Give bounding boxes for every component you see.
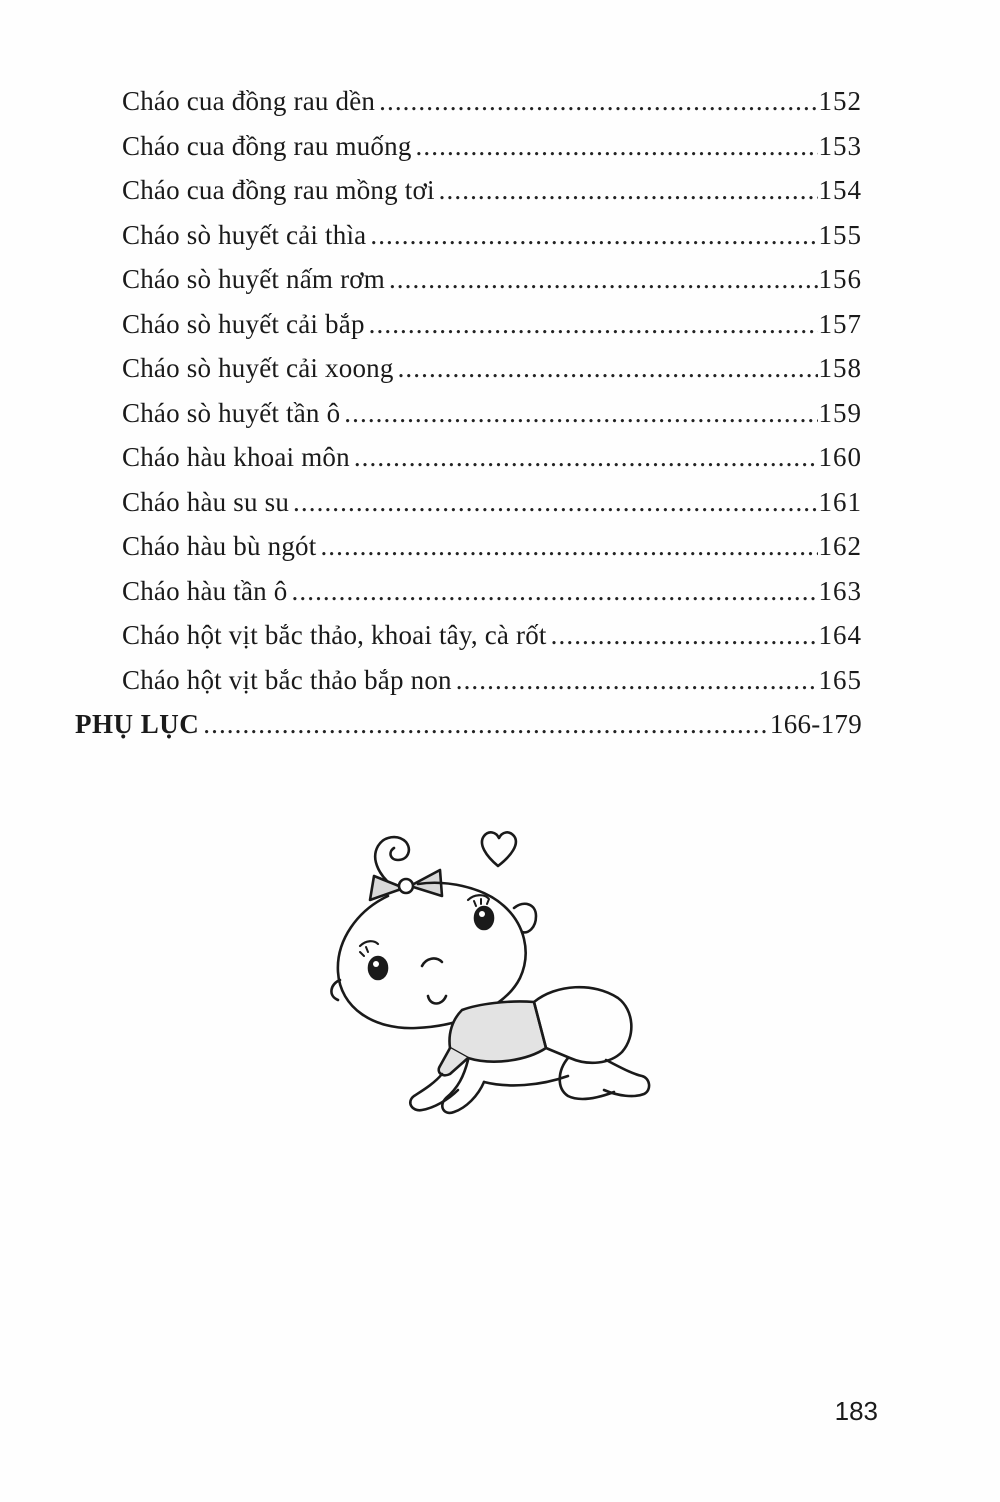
toc-entry	[122, 487, 862, 532]
toc-entry-page: 158	[818, 353, 862, 383]
shirt	[450, 1001, 547, 1061]
toc-entry	[122, 86, 862, 131]
toc-entry-title: Cháo hàu tần ô	[122, 575, 288, 606]
toc-entry-page: 165	[818, 664, 862, 695]
dot-leader	[398, 353, 818, 384]
eye-right	[475, 907, 493, 929]
toc-entry-page: 152	[818, 86, 862, 116]
toc-entry-title: Cháo hàu su su	[122, 486, 290, 517]
toc-entry	[122, 665, 862, 710]
dot-leader	[389, 264, 818, 295]
toc-entry-title: Cháo cua đồng rau muống	[122, 130, 412, 161]
toc-entry	[122, 531, 862, 576]
toc-entry-title: Cháo cua đồng rau dền	[122, 86, 376, 116]
diaper	[534, 987, 631, 1063]
toc-entry-page: 155	[818, 219, 862, 250]
dot-leader	[369, 309, 818, 340]
table-of-contents	[75, 86, 862, 754]
toc-entry-page: 159	[818, 397, 862, 428]
toc-entry-page: 156	[818, 264, 862, 294]
toc-entry-title: Cháo hột vịt bắc thảo, khoai tây, cà rốt	[122, 620, 547, 650]
toc-entry	[122, 620, 862, 665]
dot-leader	[439, 175, 818, 206]
dot-leader	[370, 220, 817, 251]
dot-leader	[456, 665, 818, 696]
page-number: 183	[834, 1396, 878, 1426]
toc-entry-page: 164	[818, 620, 862, 650]
toc-entry-title: Cháo sò huyết nấm rơm	[122, 264, 385, 294]
toc-entry-page: 160	[818, 442, 862, 472]
toc-entry-title: Cháo hột vịt bắc thảo bắp non	[122, 664, 452, 695]
heart-icon	[482, 832, 516, 866]
toc-entry	[122, 398, 862, 443]
dot-leader	[293, 487, 817, 518]
dot-leader	[203, 709, 769, 740]
toc-entry-page: 162	[818, 531, 862, 561]
toc-section-appendix	[75, 709, 862, 754]
toc-entry-title: Cháo sò huyết tần ô	[122, 397, 341, 428]
toc-entry	[122, 220, 862, 265]
toc-entry-page: 154	[818, 175, 862, 205]
dot-leader	[344, 398, 817, 429]
eye-left	[369, 957, 387, 979]
dot-leader	[551, 620, 818, 651]
toc-entry	[122, 576, 862, 621]
dot-leader	[416, 131, 818, 162]
toc-section-pages: 166-179	[769, 709, 862, 739]
toc-entry-title: Cháo sò huyết cải thìa	[122, 219, 367, 250]
toc-entry	[122, 353, 862, 398]
toc-entry	[122, 442, 862, 487]
toc-entry	[122, 175, 862, 220]
toc-entry	[122, 264, 862, 309]
toc-entry-title: Cháo sò huyết cải bắp	[122, 308, 365, 339]
toc-entry	[122, 309, 862, 354]
mouth	[428, 996, 446, 1004]
dot-leader	[354, 442, 818, 473]
toc-section-title: PHỤ LỤC	[75, 709, 200, 739]
dot-leader	[292, 576, 818, 607]
crawling-baby-illustration	[318, 820, 678, 1120]
toc-entry-title: Cháo cua đồng rau mồng tơi	[122, 175, 435, 205]
toc-entry-title: Cháo sò huyết cải xoong	[122, 353, 394, 383]
toc-entry-page: 161	[818, 486, 862, 517]
dot-leader	[379, 86, 817, 117]
toc-entry-title: Cháo hàu khoai môn	[122, 442, 350, 472]
toc-entry-title: Cháo hàu bù ngót	[122, 531, 317, 561]
toc-entry-page: 153	[818, 130, 862, 161]
toc-entry-page: 163	[818, 575, 862, 606]
toc-entry	[122, 131, 862, 176]
dot-leader	[320, 531, 817, 562]
toc-entry-page: 157	[818, 308, 862, 339]
